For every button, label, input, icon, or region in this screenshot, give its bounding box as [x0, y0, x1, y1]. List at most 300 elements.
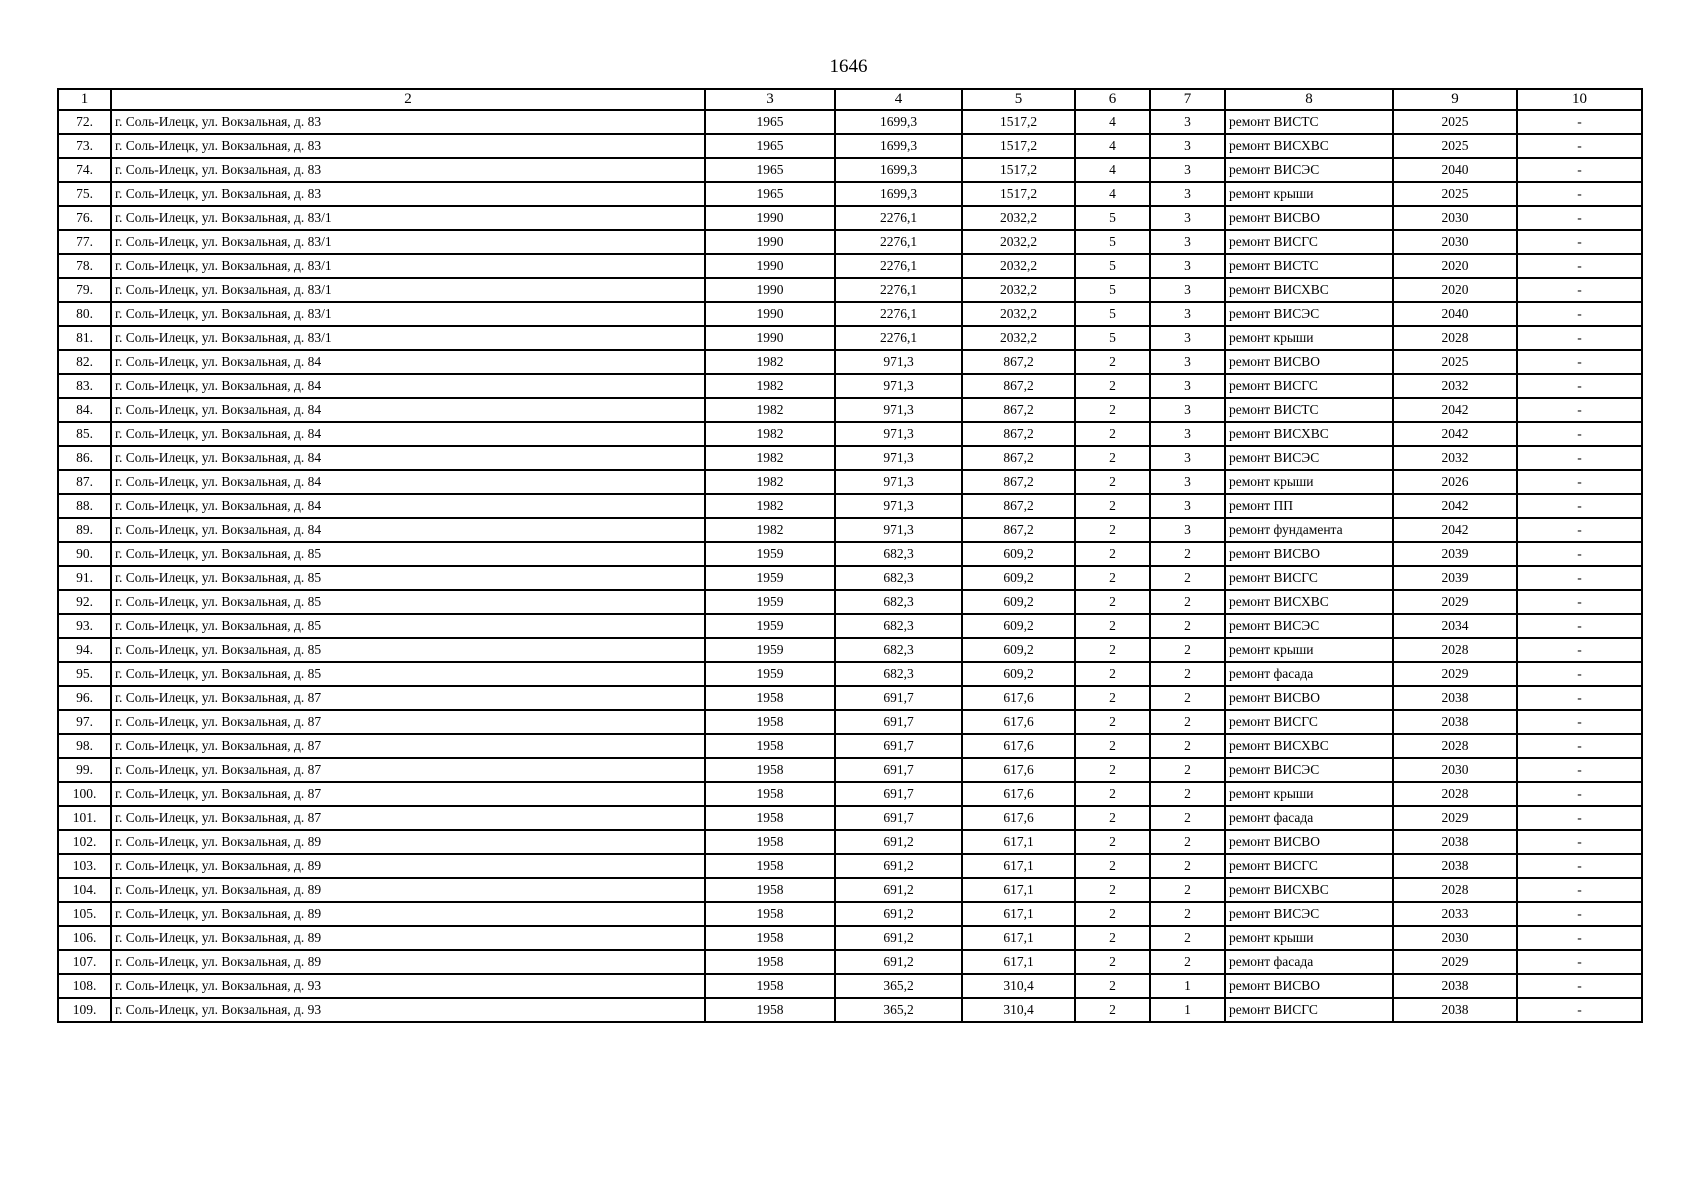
work-type-cell: ремонт ВИСЭС	[1225, 302, 1393, 326]
total-area-cell: 682,3	[835, 590, 962, 614]
address-cell: г. Соль-Илецк, ул. Вокзальная, д. 84	[111, 494, 705, 518]
planned-year-cell: 2028	[1393, 878, 1517, 902]
entrances-cell: 2	[1150, 950, 1225, 974]
total-area-cell: 2276,1	[835, 230, 962, 254]
year-cell: 1982	[705, 374, 835, 398]
note-cell: -	[1517, 758, 1642, 782]
year-cell: 1958	[705, 758, 835, 782]
floors-cell: 2	[1075, 974, 1150, 998]
address-cell: г. Соль-Илецк, ул. Вокзальная, д. 84	[111, 350, 705, 374]
total-area-cell: 971,3	[835, 470, 962, 494]
living-area-cell: 609,2	[962, 566, 1075, 590]
note-cell: -	[1517, 566, 1642, 590]
total-area-cell: 691,2	[835, 878, 962, 902]
address-cell: г. Соль-Илецк, ул. Вокзальная, д. 84	[111, 422, 705, 446]
header-cell-entrances: 7	[1150, 89, 1225, 110]
year-cell: 1958	[705, 950, 835, 974]
work-type-cell: ремонт ВИСГС	[1225, 998, 1393, 1022]
year-cell: 1958	[705, 806, 835, 830]
year-cell: 1958	[705, 830, 835, 854]
note-cell: -	[1517, 542, 1642, 566]
entrances-cell: 3	[1150, 182, 1225, 206]
table-row	[58, 782, 1642, 806]
living-area-cell: 867,2	[962, 518, 1075, 542]
year-cell: 1990	[705, 254, 835, 278]
planned-year-cell: 2039	[1393, 566, 1517, 590]
note-cell: -	[1517, 662, 1642, 686]
year-cell: 1982	[705, 446, 835, 470]
row-number-cell: 96.	[58, 686, 111, 710]
table-row	[58, 326, 1642, 350]
work-type-cell: ремонт ВИСЭС	[1225, 902, 1393, 926]
living-area-cell: 2032,2	[962, 230, 1075, 254]
planned-year-cell: 2025	[1393, 182, 1517, 206]
row-number-cell: 103.	[58, 854, 111, 878]
note-cell: -	[1517, 902, 1642, 926]
address-cell: г. Соль-Илецк, ул. Вокзальная, д. 84	[111, 374, 705, 398]
floors-cell: 2	[1075, 614, 1150, 638]
entrances-cell: 3	[1150, 398, 1225, 422]
table-row	[58, 902, 1642, 926]
address-cell: г. Соль-Илецк, ул. Вокзальная, д. 87	[111, 710, 705, 734]
total-area-cell: 691,7	[835, 758, 962, 782]
note-cell: -	[1517, 110, 1642, 134]
floors-cell: 2	[1075, 350, 1150, 374]
total-area-cell: 691,2	[835, 902, 962, 926]
work-type-cell: ремонт ВИСВО	[1225, 206, 1393, 230]
planned-year-cell: 2042	[1393, 422, 1517, 446]
address-cell: г. Соль-Илецк, ул. Вокзальная, д. 85	[111, 614, 705, 638]
total-area-cell: 1699,3	[835, 182, 962, 206]
year-cell: 1990	[705, 206, 835, 230]
note-cell: -	[1517, 446, 1642, 470]
floors-cell: 2	[1075, 590, 1150, 614]
living-area-cell: 1517,2	[962, 182, 1075, 206]
work-type-cell: ремонт фасада	[1225, 662, 1393, 686]
work-type-cell: ремонт ВИСЭС	[1225, 446, 1393, 470]
address-cell: г. Соль-Илецк, ул. Вокзальная, д. 83	[111, 158, 705, 182]
planned-year-cell: 2038	[1393, 998, 1517, 1022]
floors-cell: 4	[1075, 134, 1150, 158]
work-type-cell: ремонт ВИСВО	[1225, 686, 1393, 710]
table-row	[58, 182, 1642, 206]
total-area-cell: 691,2	[835, 854, 962, 878]
work-type-cell: ремонт ВИСХВС	[1225, 278, 1393, 302]
floors-cell: 5	[1075, 254, 1150, 278]
table-row	[58, 926, 1642, 950]
note-cell: -	[1517, 230, 1642, 254]
address-cell: г. Соль-Илецк, ул. Вокзальная, д. 83/1	[111, 302, 705, 326]
table-row	[58, 230, 1642, 254]
floors-cell: 4	[1075, 182, 1150, 206]
planned-year-cell: 2039	[1393, 542, 1517, 566]
note-cell: -	[1517, 398, 1642, 422]
note-cell: -	[1517, 614, 1642, 638]
row-number-cell: 95.	[58, 662, 111, 686]
total-area-cell: 971,3	[835, 350, 962, 374]
total-area-cell: 682,3	[835, 614, 962, 638]
table-row	[58, 374, 1642, 398]
total-area-cell: 682,3	[835, 566, 962, 590]
living-area-cell: 310,4	[962, 998, 1075, 1022]
planned-year-cell: 2028	[1393, 326, 1517, 350]
header-cell-living-area: 5	[962, 89, 1075, 110]
year-cell: 1965	[705, 110, 835, 134]
entrances-cell: 2	[1150, 662, 1225, 686]
entrances-cell: 3	[1150, 206, 1225, 230]
planned-year-cell: 2028	[1393, 782, 1517, 806]
address-cell: г. Соль-Илецк, ул. Вокзальная, д. 93	[111, 974, 705, 998]
row-number-cell: 75.	[58, 182, 111, 206]
table-row	[58, 302, 1642, 326]
row-number-cell: 84.	[58, 398, 111, 422]
living-area-cell: 609,2	[962, 662, 1075, 686]
living-area-cell: 2032,2	[962, 254, 1075, 278]
planned-year-cell: 2029	[1393, 662, 1517, 686]
address-cell: г. Соль-Илецк, ул. Вокзальная, д. 83/1	[111, 206, 705, 230]
table-row	[58, 278, 1642, 302]
living-area-cell: 867,2	[962, 374, 1075, 398]
floors-cell: 2	[1075, 998, 1150, 1022]
note-cell: -	[1517, 158, 1642, 182]
living-area-cell: 867,2	[962, 350, 1075, 374]
total-area-cell: 691,7	[835, 782, 962, 806]
planned-year-cell: 2025	[1393, 110, 1517, 134]
work-type-cell: ремонт ВИСХВС	[1225, 590, 1393, 614]
entrances-cell: 1	[1150, 998, 1225, 1022]
year-cell: 1958	[705, 686, 835, 710]
row-number-cell: 85.	[58, 422, 111, 446]
note-cell: -	[1517, 998, 1642, 1022]
entrances-cell: 2	[1150, 710, 1225, 734]
living-area-cell: 617,1	[962, 902, 1075, 926]
year-cell: 1958	[705, 902, 835, 926]
row-number-cell: 98.	[58, 734, 111, 758]
planned-year-cell: 2030	[1393, 230, 1517, 254]
row-number-cell: 88.	[58, 494, 111, 518]
year-cell: 1965	[705, 182, 835, 206]
table-row	[58, 830, 1642, 854]
row-number-cell: 87.	[58, 470, 111, 494]
living-area-cell: 617,1	[962, 950, 1075, 974]
work-type-cell: ремонт ВИСТС	[1225, 398, 1393, 422]
planned-year-cell: 2038	[1393, 710, 1517, 734]
entrances-cell: 3	[1150, 110, 1225, 134]
note-cell: -	[1517, 254, 1642, 278]
year-cell: 1959	[705, 566, 835, 590]
work-type-cell: ремонт фасада	[1225, 950, 1393, 974]
work-type-cell: ремонт ВИСХВС	[1225, 878, 1393, 902]
total-area-cell: 1699,3	[835, 110, 962, 134]
note-cell: -	[1517, 518, 1642, 542]
row-number-cell: 72.	[58, 110, 111, 134]
table-row	[58, 350, 1642, 374]
total-area-cell: 971,3	[835, 422, 962, 446]
entrances-cell: 2	[1150, 542, 1225, 566]
total-area-cell: 1699,3	[835, 158, 962, 182]
planned-year-cell: 2042	[1393, 494, 1517, 518]
entrances-cell: 3	[1150, 422, 1225, 446]
entrances-cell: 3	[1150, 374, 1225, 398]
row-number-cell: 86.	[58, 446, 111, 470]
floors-cell: 2	[1075, 542, 1150, 566]
address-cell: г. Соль-Илецк, ул. Вокзальная, д. 85	[111, 566, 705, 590]
entrances-cell: 3	[1150, 278, 1225, 302]
table-row	[58, 398, 1642, 422]
living-area-cell: 617,1	[962, 926, 1075, 950]
planned-year-cell: 2042	[1393, 398, 1517, 422]
living-area-cell: 609,2	[962, 614, 1075, 638]
work-type-cell: ремонт крыши	[1225, 926, 1393, 950]
entrances-cell: 2	[1150, 614, 1225, 638]
floors-cell: 4	[1075, 158, 1150, 182]
header-cell-address: 2	[111, 89, 705, 110]
living-area-cell: 617,1	[962, 830, 1075, 854]
table-row	[58, 998, 1642, 1022]
floors-cell: 5	[1075, 230, 1150, 254]
table-row	[58, 662, 1642, 686]
address-cell: г. Соль-Илецк, ул. Вокзальная, д. 83/1	[111, 278, 705, 302]
living-area-cell: 310,4	[962, 974, 1075, 998]
address-cell: г. Соль-Илецк, ул. Вокзальная, д. 84	[111, 518, 705, 542]
living-area-cell: 867,2	[962, 422, 1075, 446]
note-cell: -	[1517, 638, 1642, 662]
entrances-cell: 3	[1150, 254, 1225, 278]
work-type-cell: ремонт фасада	[1225, 806, 1393, 830]
total-area-cell: 971,3	[835, 374, 962, 398]
row-number-cell: 91.	[58, 566, 111, 590]
work-type-cell: ремонт ПП	[1225, 494, 1393, 518]
address-cell: г. Соль-Илецк, ул. Вокзальная, д. 93	[111, 998, 705, 1022]
note-cell: -	[1517, 590, 1642, 614]
planned-year-cell: 2030	[1393, 758, 1517, 782]
header-cell-planned-year: 9	[1393, 89, 1517, 110]
table-row	[58, 566, 1642, 590]
entrances-cell: 2	[1150, 782, 1225, 806]
total-area-cell: 1699,3	[835, 134, 962, 158]
living-area-cell: 617,6	[962, 758, 1075, 782]
table-row	[58, 950, 1642, 974]
row-number-cell: 77.	[58, 230, 111, 254]
living-area-cell: 609,2	[962, 590, 1075, 614]
living-area-cell: 609,2	[962, 638, 1075, 662]
row-number-cell: 78.	[58, 254, 111, 278]
table-row	[58, 614, 1642, 638]
floors-cell: 2	[1075, 566, 1150, 590]
table-row	[58, 494, 1642, 518]
living-area-cell: 617,6	[962, 710, 1075, 734]
entrances-cell: 1	[1150, 974, 1225, 998]
address-cell: г. Соль-Илецк, ул. Вокзальная, д. 85	[111, 662, 705, 686]
work-type-cell: ремонт ВИСЭС	[1225, 758, 1393, 782]
floors-cell: 5	[1075, 206, 1150, 230]
year-cell: 1958	[705, 998, 835, 1022]
work-type-cell: ремонт ВИСТС	[1225, 110, 1393, 134]
floors-cell: 5	[1075, 302, 1150, 326]
header-cell-note: 10	[1517, 89, 1642, 110]
year-cell: 1982	[705, 422, 835, 446]
table-row	[58, 254, 1642, 278]
row-number-cell: 76.	[58, 206, 111, 230]
row-number-cell: 102.	[58, 830, 111, 854]
planned-year-cell: 2034	[1393, 614, 1517, 638]
total-area-cell: 691,7	[835, 710, 962, 734]
row-number-cell: 90.	[58, 542, 111, 566]
planned-year-cell: 2020	[1393, 278, 1517, 302]
total-area-cell: 365,2	[835, 998, 962, 1022]
year-cell: 1965	[705, 158, 835, 182]
row-number-cell: 73.	[58, 134, 111, 158]
planned-year-cell: 2040	[1393, 158, 1517, 182]
table-row	[58, 134, 1642, 158]
note-cell: -	[1517, 926, 1642, 950]
address-cell: г. Соль-Илецк, ул. Вокзальная, д. 87	[111, 782, 705, 806]
address-cell: г. Соль-Илецк, ул. Вокзальная, д. 87	[111, 734, 705, 758]
work-type-cell: ремонт ВИСВО	[1225, 350, 1393, 374]
row-number-cell: 93.	[58, 614, 111, 638]
address-cell: г. Соль-Илецк, ул. Вокзальная, д. 84	[111, 398, 705, 422]
floors-cell: 5	[1075, 278, 1150, 302]
planned-year-cell: 2030	[1393, 206, 1517, 230]
floors-cell: 2	[1075, 494, 1150, 518]
planned-year-cell: 2042	[1393, 518, 1517, 542]
entrances-cell: 2	[1150, 830, 1225, 854]
floors-cell: 2	[1075, 470, 1150, 494]
table-row	[58, 638, 1642, 662]
planned-year-cell: 2032	[1393, 374, 1517, 398]
total-area-cell: 2276,1	[835, 326, 962, 350]
year-cell: 1990	[705, 302, 835, 326]
total-area-cell: 971,3	[835, 446, 962, 470]
year-cell: 1959	[705, 590, 835, 614]
floors-cell: 2	[1075, 782, 1150, 806]
work-type-cell: ремонт ВИСГС	[1225, 710, 1393, 734]
entrances-cell: 2	[1150, 926, 1225, 950]
table-row	[58, 110, 1642, 134]
table-row	[58, 854, 1642, 878]
header-cell-work-type: 8	[1225, 89, 1393, 110]
planned-year-cell: 2029	[1393, 590, 1517, 614]
floors-cell: 2	[1075, 854, 1150, 878]
living-area-cell: 867,2	[962, 470, 1075, 494]
work-type-cell: ремонт крыши	[1225, 326, 1393, 350]
work-type-cell: ремонт ВИСГС	[1225, 230, 1393, 254]
living-area-cell: 2032,2	[962, 302, 1075, 326]
entrances-cell: 2	[1150, 806, 1225, 830]
year-cell: 1982	[705, 518, 835, 542]
living-area-cell: 867,2	[962, 446, 1075, 470]
total-area-cell: 971,3	[835, 518, 962, 542]
year-cell: 1958	[705, 782, 835, 806]
living-area-cell: 617,6	[962, 782, 1075, 806]
note-cell: -	[1517, 350, 1642, 374]
table-row	[58, 686, 1642, 710]
floors-cell: 2	[1075, 446, 1150, 470]
total-area-cell: 682,3	[835, 542, 962, 566]
planned-year-cell: 2038	[1393, 854, 1517, 878]
floors-cell: 2	[1075, 518, 1150, 542]
floors-cell: 2	[1075, 734, 1150, 758]
total-area-cell: 365,2	[835, 974, 962, 998]
year-cell: 1958	[705, 974, 835, 998]
work-type-cell: ремонт ВИСГС	[1225, 374, 1393, 398]
total-area-cell: 2276,1	[835, 254, 962, 278]
planned-year-cell: 2028	[1393, 638, 1517, 662]
planned-year-cell: 2032	[1393, 446, 1517, 470]
floors-cell: 2	[1075, 398, 1150, 422]
entrances-cell: 3	[1150, 470, 1225, 494]
work-type-cell: ремонт ВИСХВС	[1225, 422, 1393, 446]
header-cell-floors: 6	[1075, 89, 1150, 110]
year-cell: 1990	[705, 230, 835, 254]
entrances-cell: 3	[1150, 494, 1225, 518]
year-cell: 1959	[705, 542, 835, 566]
year-cell: 1959	[705, 638, 835, 662]
note-cell: -	[1517, 302, 1642, 326]
planned-year-cell: 2040	[1393, 302, 1517, 326]
table-row	[58, 734, 1642, 758]
total-area-cell: 971,3	[835, 398, 962, 422]
year-cell: 1990	[705, 278, 835, 302]
entrances-cell: 2	[1150, 590, 1225, 614]
floors-cell: 2	[1075, 662, 1150, 686]
address-cell: г. Соль-Илецк, ул. Вокзальная, д. 84	[111, 446, 705, 470]
living-area-cell: 617,6	[962, 734, 1075, 758]
year-cell: 1958	[705, 878, 835, 902]
row-number-cell: 104.	[58, 878, 111, 902]
address-cell: г. Соль-Илецк, ул. Вокзальная, д. 87	[111, 758, 705, 782]
year-cell: 1959	[705, 614, 835, 638]
floors-cell: 2	[1075, 686, 1150, 710]
total-area-cell: 691,2	[835, 926, 962, 950]
planned-year-cell: 2038	[1393, 974, 1517, 998]
address-cell: г. Соль-Илецк, ул. Вокзальная, д. 85	[111, 542, 705, 566]
total-area-cell: 691,7	[835, 806, 962, 830]
note-cell: -	[1517, 950, 1642, 974]
living-area-cell: 609,2	[962, 542, 1075, 566]
address-cell: г. Соль-Илецк, ул. Вокзальная, д. 83	[111, 182, 705, 206]
address-cell: г. Соль-Илецк, ул. Вокзальная, д. 83/1	[111, 326, 705, 350]
note-cell: -	[1517, 374, 1642, 398]
note-cell: -	[1517, 710, 1642, 734]
year-cell: 1982	[705, 398, 835, 422]
page-number: 1646	[829, 56, 868, 77]
row-number-cell: 80.	[58, 302, 111, 326]
row-number-cell: 105.	[58, 902, 111, 926]
entrances-cell: 2	[1150, 854, 1225, 878]
floors-cell: 2	[1075, 950, 1150, 974]
note-cell: -	[1517, 806, 1642, 830]
address-cell: г. Соль-Илецк, ул. Вокзальная, д. 83/1	[111, 230, 705, 254]
table-row	[58, 542, 1642, 566]
total-area-cell: 691,7	[835, 686, 962, 710]
row-number-cell: 94.	[58, 638, 111, 662]
entrances-cell: 3	[1150, 326, 1225, 350]
entrances-cell: 2	[1150, 734, 1225, 758]
planned-year-cell: 2030	[1393, 926, 1517, 950]
living-area-cell: 1517,2	[962, 110, 1075, 134]
table-row	[58, 878, 1642, 902]
row-number-cell: 100.	[58, 782, 111, 806]
year-cell: 1982	[705, 470, 835, 494]
total-area-cell: 2276,1	[835, 206, 962, 230]
row-number-cell: 99.	[58, 758, 111, 782]
header-cell-row-number: 1	[58, 89, 111, 110]
living-area-cell: 867,2	[962, 494, 1075, 518]
living-area-cell: 617,1	[962, 854, 1075, 878]
note-cell: -	[1517, 854, 1642, 878]
year-cell: 1982	[705, 494, 835, 518]
